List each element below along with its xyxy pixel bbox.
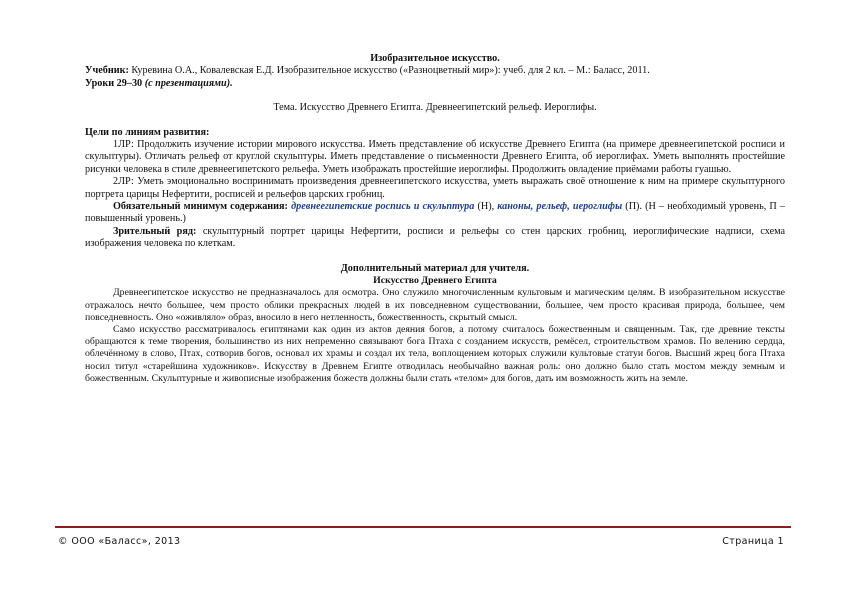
extra-paragraph-1: Древнеегипетское искусство не предназначалось для осмотра. Оно служило многочисленным культовым и магическим целям. В изобразительном искусстве отражалось нечто большее, чем просто облики прекрасных людей в их повседневном существовании, большее, чем просто красивая природа, большее, чем повседневность. Оно «оживляло» образ, вносило в него нетленность, божественность, скрытый смысл. — [85, 287, 785, 323]
footer-page-number: Страница 1 — [722, 536, 784, 547]
extra-subheading: Искусство Древнего Египта — [373, 275, 497, 287]
visual-text: скульптурный портрет царицы Нефертити, росписи и рельефы со стен царских гробниц, иероглифические надписи, схема изображения человека по клеткам. — [85, 225, 785, 250]
topic-title: Тема. Искусство Древнего Египта. Древнеегипетский рельеф. Иероглифы. — [273, 102, 597, 114]
goals-paragraph-2: 2ЛР: Уметь эмоционально воспринимать произведения древнеегипетского искусства, уметь выражать своё отношение к ним на примере скульптурного портрета царицы Нефертити, росписей и рельефов царских гробниц. — [85, 176, 785, 200]
footer-copyright: © ООО «Баласс», 2013 — [58, 536, 181, 547]
goals-heading: Цели по линиям развития: — [85, 126, 210, 138]
lessons-line — [85, 78, 785, 90]
textbook-label: Учебник: — [85, 65, 129, 77]
visual-label: Зрительный ряд: — [113, 225, 197, 237]
visual-series — [85, 226, 785, 251]
document-content — [85, 53, 785, 385]
footer-divider — [55, 526, 791, 528]
extra-heading: Дополнительный материал для учителя. — [340, 262, 530, 274]
textbook-text: Куревина О.А., Ковалевская Е.Д. Изобразительное искусство («Разноцветный мир»): учеб. для 2 кл. – М.: Баласс, 2011. — [128, 65, 650, 77]
minimum-content — [85, 201, 785, 226]
minimum-label: Обязательный минимум содержания: — [113, 201, 288, 213]
lessons-label: Уроки 29–30 — [85, 77, 143, 89]
minimum-level-2: (П). (Н – необходимый уровень, П – повышенный уровень.) — [85, 201, 786, 225]
extra-paragraph-2: Само искусство рассматривалось египтянами как один из актов деяния богов, а потому считалось божественным и священным. Так, где древние тексты обращаются к теме творения, большинство из них непременно связывают бога Птаха с созданием искусств, ремёсел, строительством храмов. По велению сердца, облечённому в слово, Птах, сотворив богов, основал их храмы и создал их тела, воплощением которых служили культовые статуи богов. Высший жрец бога Птаха носил титул «старейшина художников». Искусству в Древнем Египте отводилась необычайно важная роль: оно должно было стать мостом между земным и божественным. Скульптурные и живописные изображения божеств должны были стать «телом» для богов, дать им возможность жить на земле. — [85, 323, 785, 384]
lessons-note: (с презентациями). — [142, 77, 233, 89]
minimum-item-1: древнеегипетские роспись и скульптура — [291, 201, 475, 213]
textbook-line — [85, 65, 785, 77]
subject-title: Изобразительное искусство. — [370, 53, 500, 64]
minimum-level-1: (Н), — [474, 201, 498, 213]
minimum-item-2: каноны, рельеф, иероглифы — [497, 201, 623, 213]
goals-paragraph-1: 1ЛР: Продолжить изучение истории мирового искусства. Иметь представление об искусстве Древнего Египта (на примере древнеегипетской росписи и скульптуры). Отличать рельеф от круглой скульптуры. Иметь представление о письменности Древнего Египта, об иероглифах. Уметь выполнять простейшие рисунки человека в стиле древнеегипетского рельефа. Уметь изображать простейшие иероглифы. Продолжить овладение приёмами работы гуашью. — [85, 139, 785, 175]
